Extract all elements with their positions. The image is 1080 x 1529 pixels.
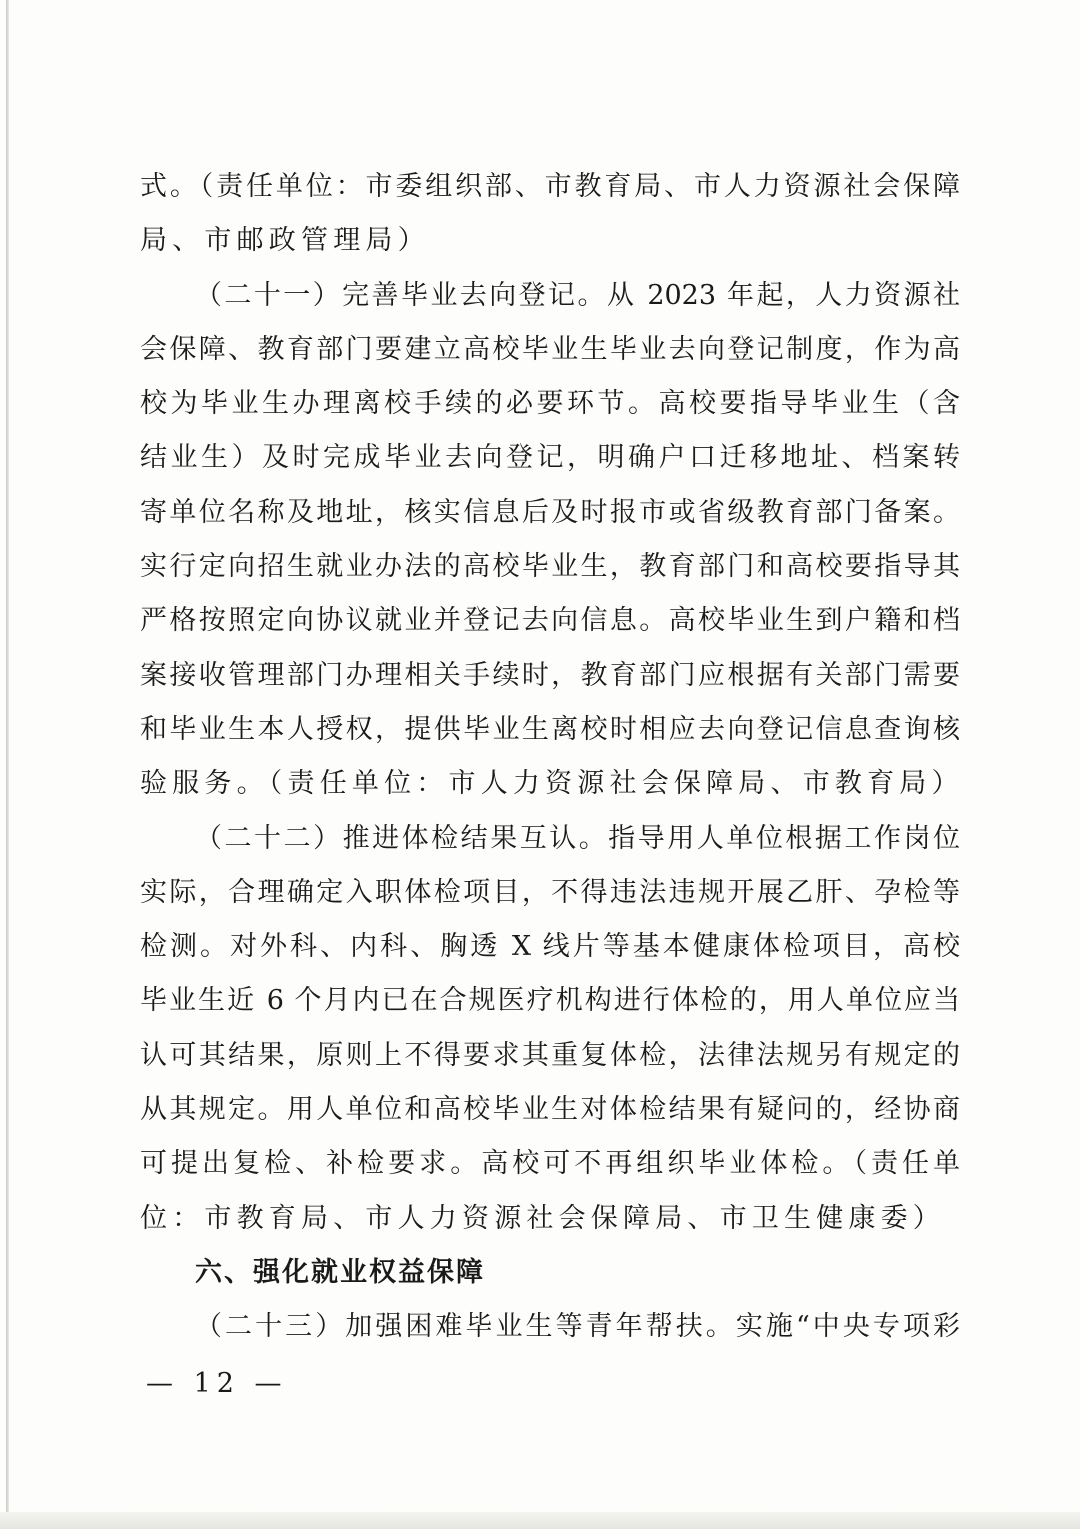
body-line: 会保障、教育部门要建立高校毕业生毕业去向登记制度，作为高	[140, 333, 960, 365]
paragraph-21-start: （二十一）完善毕业去向登记。从 2023 年起，人力资源社	[195, 279, 960, 311]
section-heading: 六、强化就业权益保障	[195, 1256, 485, 1288]
body-line: 局、市邮政管理局）	[140, 225, 430, 257]
scan-edge	[0, 1512, 1080, 1529]
document-body	[140, 160, 964, 1355]
paragraph-23-start: （二十三）加强困难毕业生等青年帮扶。实施“中央专项彩	[195, 1311, 960, 1343]
body-line: 式。（责任单位：市委组织部、市教育局、市人力资源社会保障	[140, 171, 960, 202]
body-line: 验服务。（责任单位：市人力资源社会保障局、市教育局）	[140, 768, 964, 800]
body-line: 寄单位名称及地址，核实信息后及时报市或省级教育部门备案。	[140, 496, 960, 528]
body-line: 和毕业生本人授权，提供毕业生离校时相应去向登记信息查询核	[140, 713, 960, 745]
body-line: 从其规定。用人单位和高校毕业生对体检结果有疑问的，经协商	[140, 1094, 960, 1126]
body-line: 认可其结果，原则上不得要求其重复体检，法律法规另有规定的	[140, 1039, 960, 1071]
body-line: 校为毕业生办理离校手续的必要环节。高校要指导毕业生（含	[140, 388, 960, 420]
body-line: 毕业生近 6 个月内已在合规医疗机构进行体检的，用人单位应当	[140, 985, 960, 1017]
body-line: 严格按照定向协议就业并登记去向信息。高校毕业生到户籍和档	[140, 605, 960, 637]
body-line: 可提出复检、补检要求。高校可不再组织毕业体检。（责任单	[140, 1148, 960, 1180]
body-line: 检测。对外科、内科、胸透 X 线片等基本健康体检项目，高校	[140, 931, 960, 963]
body-line: 案接收管理部门办理相关手续时，教育部门应根据有关部门需要	[140, 659, 960, 691]
scan-edge	[6, 0, 9, 1529]
body-line: 实际，合理确定入职体检项目，不得违法违规开展乙肝、孕检等	[140, 876, 960, 908]
body-line: 结业生）及时完成毕业去向登记，明确户口迁移地址、档案转	[140, 442, 960, 474]
page-number: — 12 —	[146, 1368, 288, 1399]
body-line: 位：市教育局、市人力资源社会保障局、市卫生健康委）	[140, 1202, 945, 1234]
paragraph-22-start: （二十二）推进体检结果互认。指导用人单位根据工作岗位	[195, 822, 960, 854]
body-line: 实行定向招生就业办法的高校毕业生，教育部门和高校要指导其	[140, 551, 960, 583]
